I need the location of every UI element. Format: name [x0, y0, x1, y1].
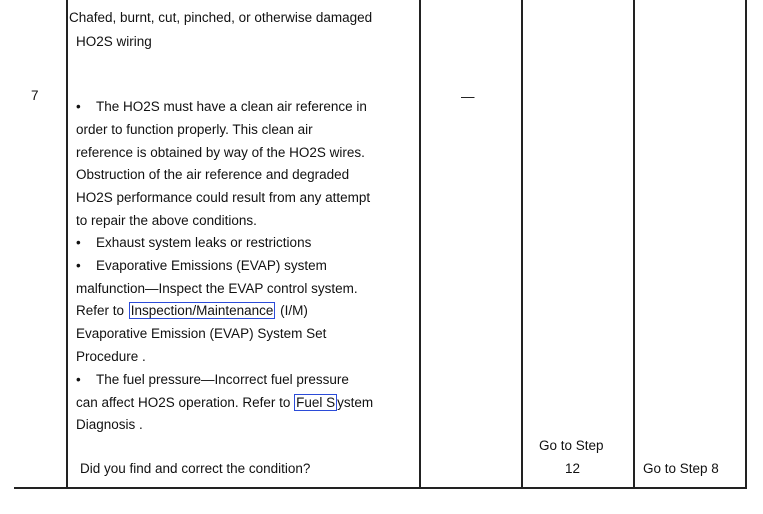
bullet3-line1: Evaporative Emissions (EVAP) system	[96, 258, 327, 273]
bullet1-line2: order to function properly. This clean air	[76, 122, 313, 137]
yes-action-line2: 12	[565, 461, 581, 476]
no-action: Go to Step 8	[643, 461, 719, 476]
bullet1-line4: Obstruction of the air reference and degraded	[76, 167, 350, 182]
fuel-system-link[interactable]: Fuel S	[296, 395, 336, 410]
column-divider-action	[419, 0, 421, 489]
column-divider-yes	[633, 0, 635, 489]
bullet-icon: •	[76, 99, 81, 114]
bullet1-line5: HO2S performance could result from any attempt	[76, 190, 371, 205]
bullet2-line1: Exhaust system leaks or restrictions	[96, 235, 312, 250]
bullet-icon: •	[76, 258, 81, 273]
bullet-icon: •	[76, 372, 81, 387]
action-heading-line1: Chafed, burnt, cut, pinched, or otherwise damaged	[69, 10, 373, 25]
yes-action-line1: Go to Step	[539, 438, 604, 453]
row-bottom-border	[14, 487, 747, 489]
bullet3-line2: malfunction—Inspect the EVAP control system.	[76, 281, 358, 296]
bullet4-line1: The fuel pressure—Incorrect fuel pressure	[96, 372, 349, 387]
inspection-maintenance-link[interactable]: Inspection/Maintenance	[130, 303, 274, 318]
bullet3-line4: Evaporative Emission (EVAP) System Set	[76, 326, 327, 341]
column-divider-step	[66, 0, 68, 489]
refer-to-text: Refer to	[76, 303, 128, 318]
bullet1-line6: to repair the above conditions.	[76, 213, 257, 228]
bullet3-line3	[76, 302, 308, 320]
action-question: Did you find and correct the condition?	[80, 461, 311, 476]
refer-to-text: can affect HO2S operation. Refer to	[76, 395, 295, 410]
bullet3-line5: Procedure .	[76, 349, 146, 364]
step-number: 7	[31, 88, 39, 103]
bullet1-line3: reference is obtained by way of the HO2S wires.	[76, 145, 365, 160]
bullet1-line1: The HO2S must have a clean air reference in	[96, 99, 367, 114]
im-suffix-text: (I/M)	[276, 303, 308, 318]
column-divider-no	[745, 0, 747, 489]
values-cell: —	[461, 89, 475, 104]
column-divider-values	[521, 0, 523, 489]
action-heading-line2: HO2S wiring	[76, 34, 152, 49]
bullet4-line3: Diagnosis .	[76, 417, 143, 432]
bullet4-line2	[76, 394, 373, 412]
fuel-system-suffix: ystem	[337, 395, 374, 410]
bullet-icon: •	[76, 235, 81, 250]
